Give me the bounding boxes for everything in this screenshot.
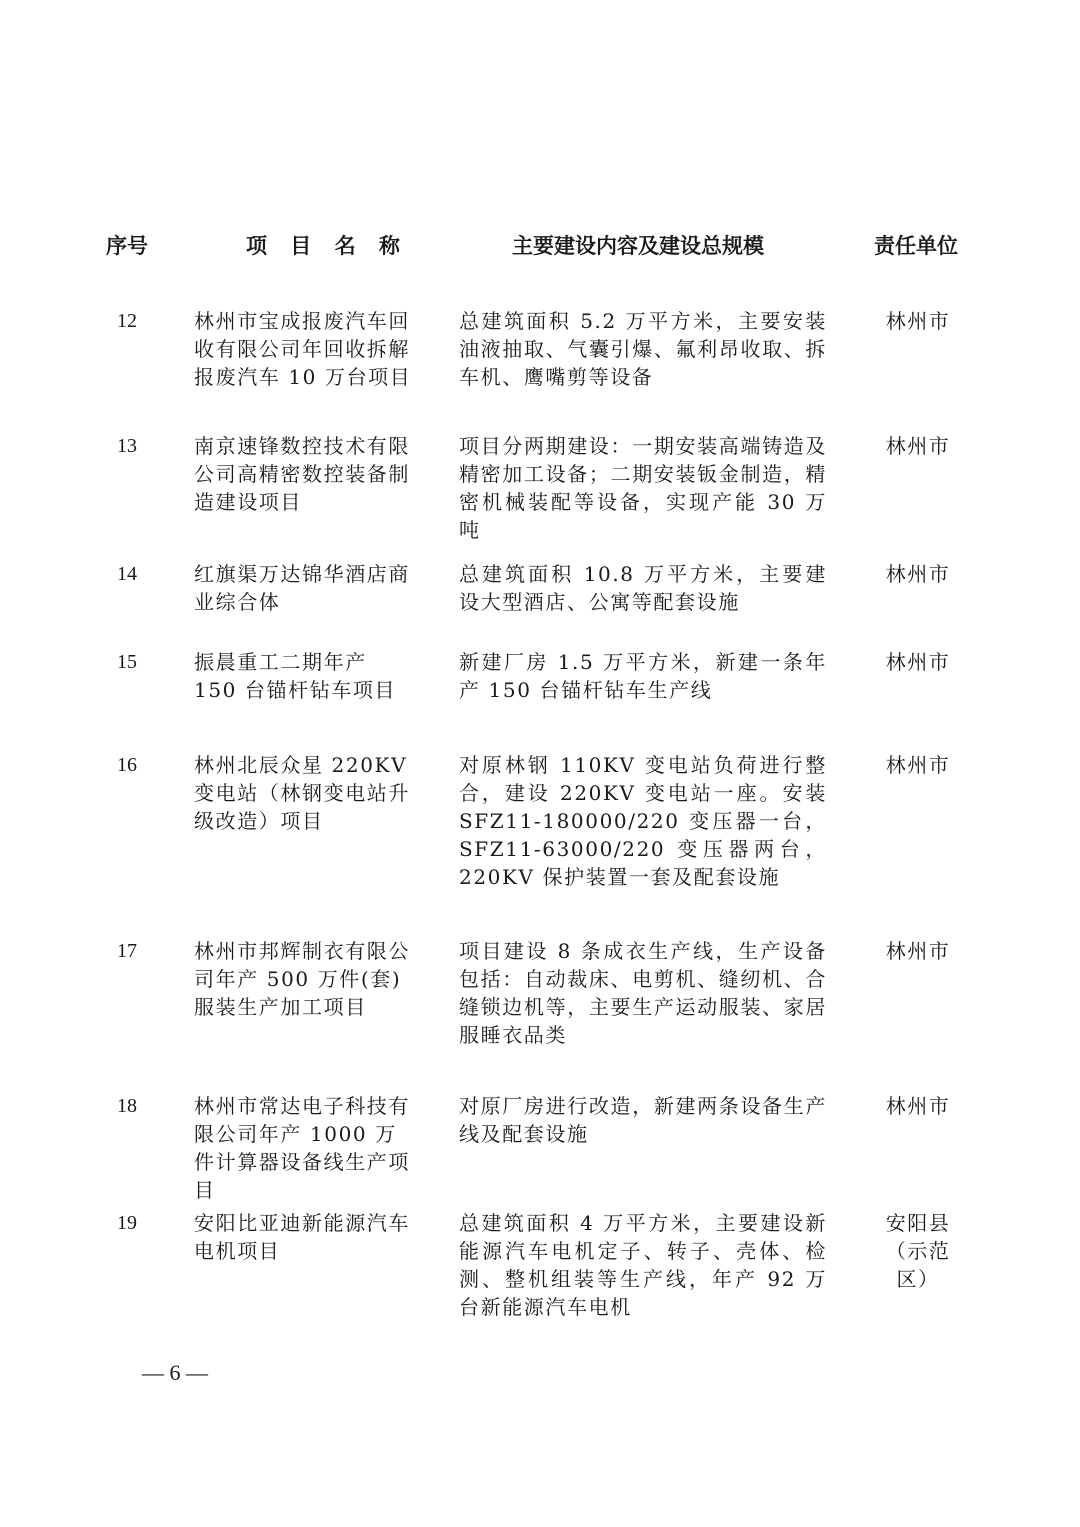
row-seq: 17 [117,940,137,962]
row-construction-content: 项目分两期建设：一期安装高端铸造及精密加工设备；二期安装钣金制造，精密机械装配等设备，实现产能 30 万吨 [459,434,827,542]
row-seq: 12 [117,310,137,332]
row-project-name: 林州市邦辉制衣有限公司年产 500 万件(套)服装生产加工项目 [194,939,410,1019]
row-project-name: 安阳比亚迪新能源汽车电机项目 [194,1211,410,1263]
header-seq: 序号 [106,234,148,258]
row-responsible-unit: 林州市 [885,650,951,674]
row-seq: 14 [117,563,137,585]
row-seq: 13 [117,435,137,457]
header-responsible-unit: 责任单位 [874,234,958,258]
header-construction-content: 主要建设内容及建设总规模 [512,234,764,258]
row-construction-content: 总建筑面积 5.2 万平方米，主要安装油液抽取、气囊引爆、氟利昂收取、拆车机、鹰嘴剪等设备 [459,309,827,389]
row-project-name: 南京速锋数控技术有限公司高精密数控装备制造建设项目 [194,434,410,514]
row-construction-content: 新建厂房 1.5 万平方米，新建一条年产 150 台锚杆钻车生产线 [459,650,827,702]
row-seq: 15 [117,651,137,673]
row-project-name: 林州北辰众星 220KV 变电站（林钢变电站升级改造）项目 [194,753,410,833]
row-responsible-unit: 林州市 [885,309,951,333]
row-responsible-unit: 安阳县（示范区） [885,1211,951,1291]
row-seq: 19 [117,1212,137,1234]
page-number: — 6 — [142,1360,208,1385]
row-seq: 16 [117,754,137,776]
row-construction-content: 总建筑面积 4 万平方米，主要建设新能源汽车电机定子、转子、壳体、检测、整机组装等生产线，年产 92 万台新能源汽车电机 [459,1211,827,1319]
row-project-name: 振晨重工二期年产 150 台锚杆钻车项目 [194,650,397,702]
row-responsible-unit: 林州市 [885,434,951,458]
row-construction-content: 项目建设 8 条成衣生产线，生产设备包括：自动裁床、电剪机、缝纫机、合缝锁边机等，主要生产运动服装、家居服睡衣品类 [459,939,827,1047]
row-construction-content: 总建筑面积 10.8 万平方米，主要建设大型酒店、公寓等配套设施 [459,562,827,614]
row-responsible-unit: 林州市 [885,1094,951,1118]
header-project-name: 项 目 名 称 [246,234,408,258]
row-project-name: 林州市常达电子科技有限公司年产 1000 万件计算器设备线生产项目 [194,1094,410,1202]
table-header [0,226,1080,266]
row-responsible-unit: 林州市 [885,939,951,963]
row-responsible-unit: 林州市 [885,753,951,777]
row-project-name: 林州市宝成报废汽车回收有限公司年回收拆解报废汽车 10 万台项目 [194,309,412,389]
row-construction-content: 对原厂房进行改造，新建两条设备生产线及配套设施 [459,1094,827,1146]
row-responsible-unit: 林州市 [885,562,951,586]
row-construction-content: 对原林钢 110KV 变电站负荷进行整合，建设 220KV 变电站一座。安装 SFZ11-180000/220 变压器一台，SFZ11-63000/220 变压器两台，220KV 保护装置一套及配套设施 [459,753,827,889]
row-project-name: 红旗渠万达锦华酒店商业综合体 [194,562,410,614]
row-seq: 18 [117,1095,137,1117]
